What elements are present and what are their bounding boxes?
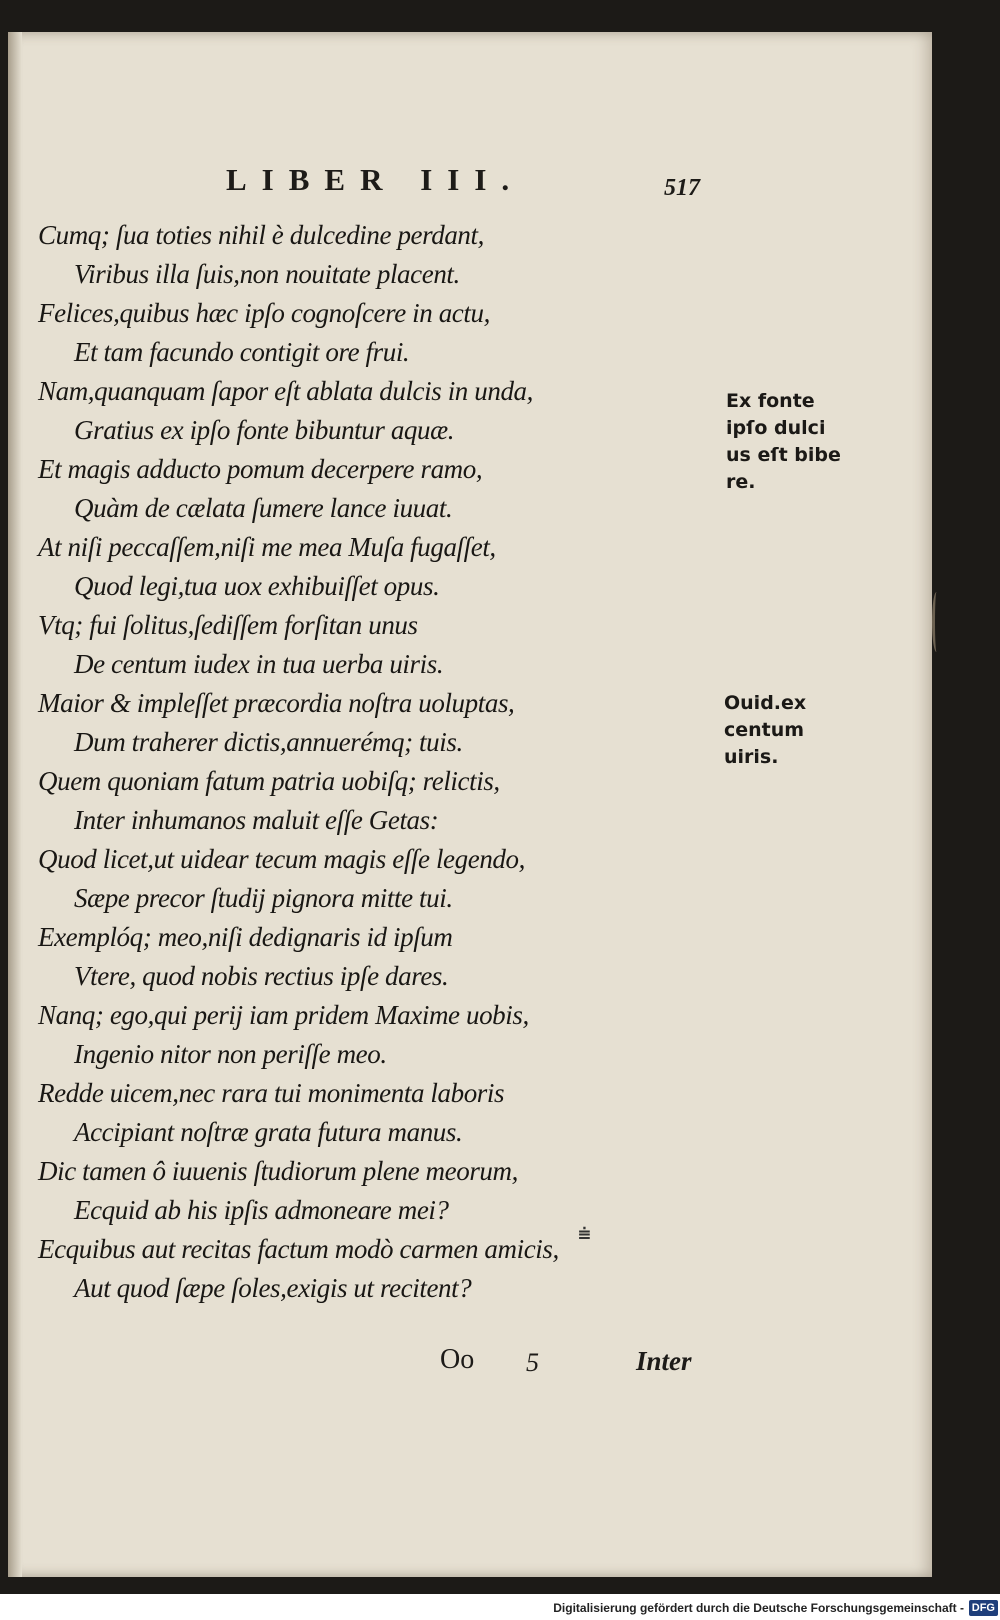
funding-credit: Digitalisierung gefördert durch die Deutsche Forschungsgemeinschaft - [553,1601,964,1615]
page-edge-nick [932,592,941,652]
verse-line: Gratius ex ipſo fonte bibuntur aquæ. [74,415,455,445]
verse-line: Vtere, quod nobis rectius ipſe dares. [74,961,449,991]
verse-line: Ecquibus aut recitas factum modò carmen amicis, [38,1234,559,1264]
running-head: LIBER III. [226,162,525,197]
verse-line: Dum traherer dictis,annuerémq; tuis. [74,727,463,757]
verse-text [38,216,678,1308]
marginal-note-ouid [724,690,854,771]
verse-line: Et magis adducto pomum decerpere ramo, [38,454,483,484]
verse-line: Quod legi,tua uox exhibuiſſet opus. [74,571,440,601]
verse-line: Quàm de cælata ſumere lance iuuat. [74,493,453,523]
marginal-note-line: re. [726,471,756,493]
verse-line: Felices,quibus hæc ipſo cognoſcere in actu, [38,298,490,328]
page-gutter [8,32,22,1577]
signature-mark: Oo [440,1344,475,1375]
marginal-note-line: us eſt bibe [726,444,841,466]
verse-line: Vtq; fui ſolitus,ſediſſem forſitan unus [38,610,418,640]
verse-line: Maior & impleſſet præcordia noſtra uoluptas, [38,688,515,718]
verse-line: Exemplóq; meo,niſi dedignaris id ipſum [38,922,453,952]
verse-line: Ingenio nitor non periſſe meo. [74,1039,387,1069]
book-page [8,32,932,1577]
verse-line: Inter inhumanos maluit eſſe Getas: [74,805,439,835]
verse-line: Nam,quanquam ſapor eſt ablata dulcis in unda, [38,376,534,406]
verse-line: Dic tamen ô iuuenis ſtudiorum plene meorum, [38,1156,518,1186]
digitization-footer [0,1594,1000,1620]
verse-line: Et tam facundo contigit ore frui. [74,337,410,367]
marginal-note-ex-fonte [726,388,856,496]
verse-line: Quod licet,ut uidear tecum magis eſſe legendo, [38,844,525,874]
marginal-note-line: centum [724,719,805,741]
verse-line: Aut quod ſæpe ſoles,exigis ut recitent? [74,1273,472,1303]
marginal-note-line: Ex fonte [726,390,815,412]
dfg-logo-icon: DFG [969,1600,998,1616]
marginal-note-line: uiris. [724,746,779,768]
verse-line: Quem quoniam fatum patria uobiſq; relictis, [38,766,500,796]
verse-line: Nanq; ego,qui perij iam pridem Maxime uobis, [38,1000,529,1030]
signature-number: 5 [526,1348,539,1377]
verse-line: At niſi peccaſſem,niſi me mea Muſa fugaſſet, [38,532,496,562]
verse-line: De centum iudex in tua uerba uiris. [74,649,444,679]
catchword: Inter [636,1346,692,1376]
verse-line: Accipiant noſtræ grata futura manus. [74,1117,463,1147]
verse-line: Ecquid ab his ipſis admoneare mei? [74,1195,449,1225]
verse-line: Redde uicem,nec rara tui monimenta laboris [38,1078,505,1108]
marginal-note-line: ipſo dulci [726,417,826,439]
marginal-note-line: Ouid.ex [724,692,807,714]
verse-line: Sæpe precor ſtudij pignora mitte tui. [74,883,453,913]
verse-line: Cumq; ſua toties nihil è dulcedine perdant, [38,220,484,250]
page-number: 517 [664,175,700,201]
printer-ornament-icon: ⩧ [578,1222,591,1247]
verse-line: Viribus illa ſuis,non nouitate placent. [74,259,460,289]
